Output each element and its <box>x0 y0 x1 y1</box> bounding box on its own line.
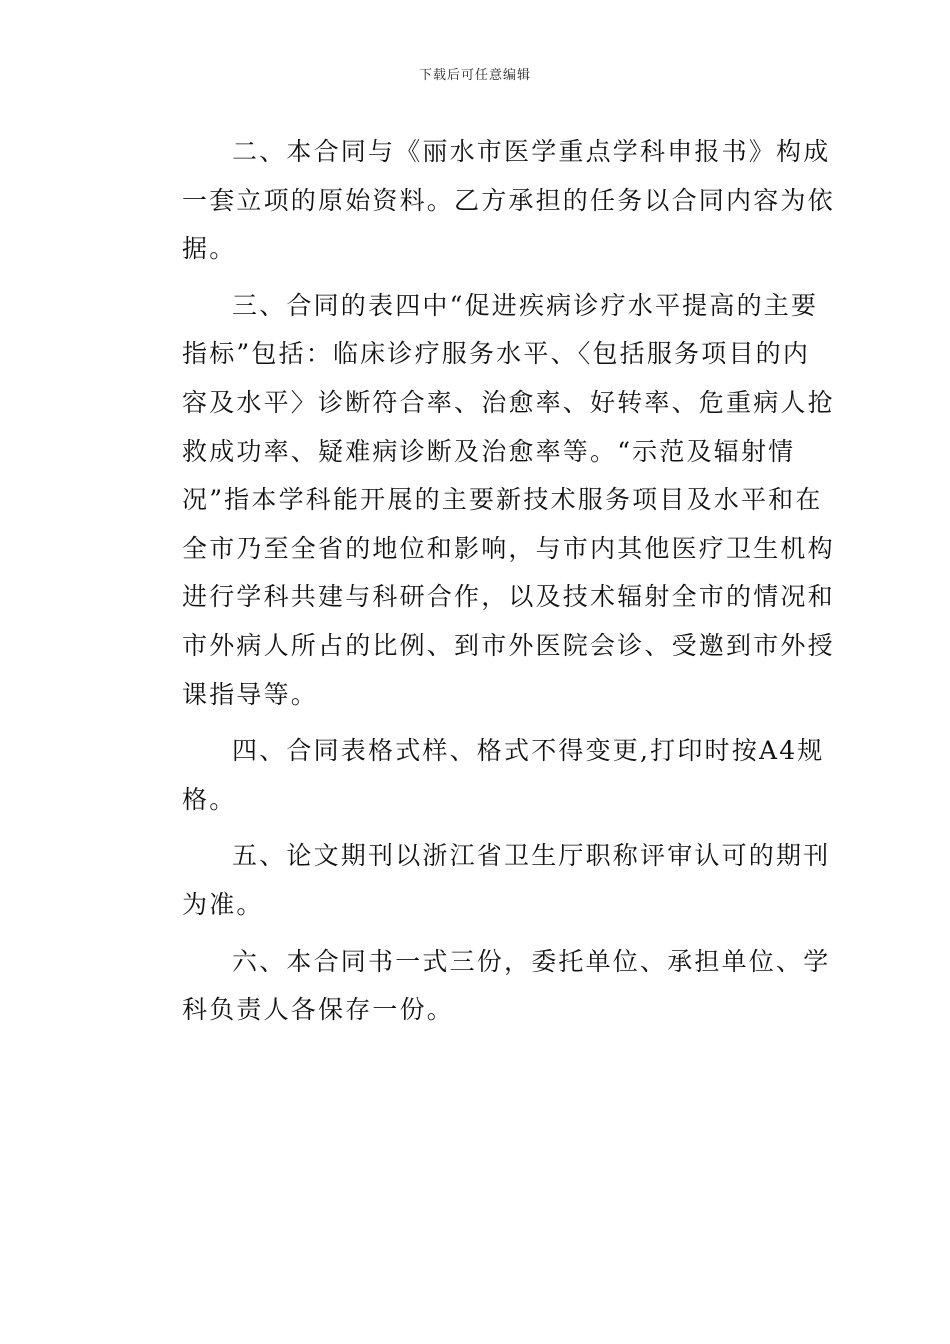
paragraph-line: 格。 <box>182 784 237 814</box>
paragraph-6 <box>182 938 831 1035</box>
paragraph-2 <box>182 128 835 274</box>
paragraph-line: 市外病人所占的比例、到市外医院会诊、受邀到市外授 <box>182 630 835 660</box>
paragraph-line: 五、论文期刊以浙江省卫生厅职称评审认可的期刊 <box>232 841 831 871</box>
paragraph-4 <box>182 727 825 824</box>
paragraph-line: 全市乃至全省的地位和影响，与市内其他医疗卫生机构 <box>182 533 835 563</box>
paragraph-line: 据。 <box>182 234 237 264</box>
paragraph-line: 容及水平〉诊断符合率、治愈率、好转率、危重病人抢 <box>182 387 835 417</box>
paragraph-line: 四、合同表格式样、格式不得变更,打印时按A4规 <box>232 736 825 766</box>
document-body <box>182 128 835 1035</box>
paragraph-5 <box>182 832 831 929</box>
paragraph-line: 二、本合同与《丽水市医学重点学科申报书》构成 <box>232 137 831 166</box>
paragraph-3 <box>182 282 835 719</box>
paragraph-line: 一套立项的原始资料。乙方承担的任务以合同内容为依 <box>182 185 835 215</box>
paragraph-line: 进行学科共建与科研合作，以及技术辐射全市的情况和 <box>182 582 835 612</box>
paragraph-line: 三、合同的表四中“促进疾病诊疗水平提高的主要 <box>232 290 819 320</box>
paragraph-line: 况”指本学科能开展的主要新技术服务项目及水平和在 <box>182 485 823 515</box>
paragraph-line: 救成功率、疑难病诊断及治愈率等。“示范及辐射情 <box>182 436 796 466</box>
paragraph-line: 科负责人各保存一份。 <box>182 995 455 1025</box>
page-header: 下载后可任意编辑 <box>418 68 531 83</box>
paragraph-line: 课指导等。 <box>182 679 319 709</box>
paragraph-line: 六、本合同书一式三份，委托单位、承担单位、学 <box>232 946 831 976</box>
paragraph-line: 指标”包括：临床诊疗服务水平、〈包括服务项目的内 <box>182 339 811 369</box>
paragraph-line: 为准。 <box>182 889 264 919</box>
